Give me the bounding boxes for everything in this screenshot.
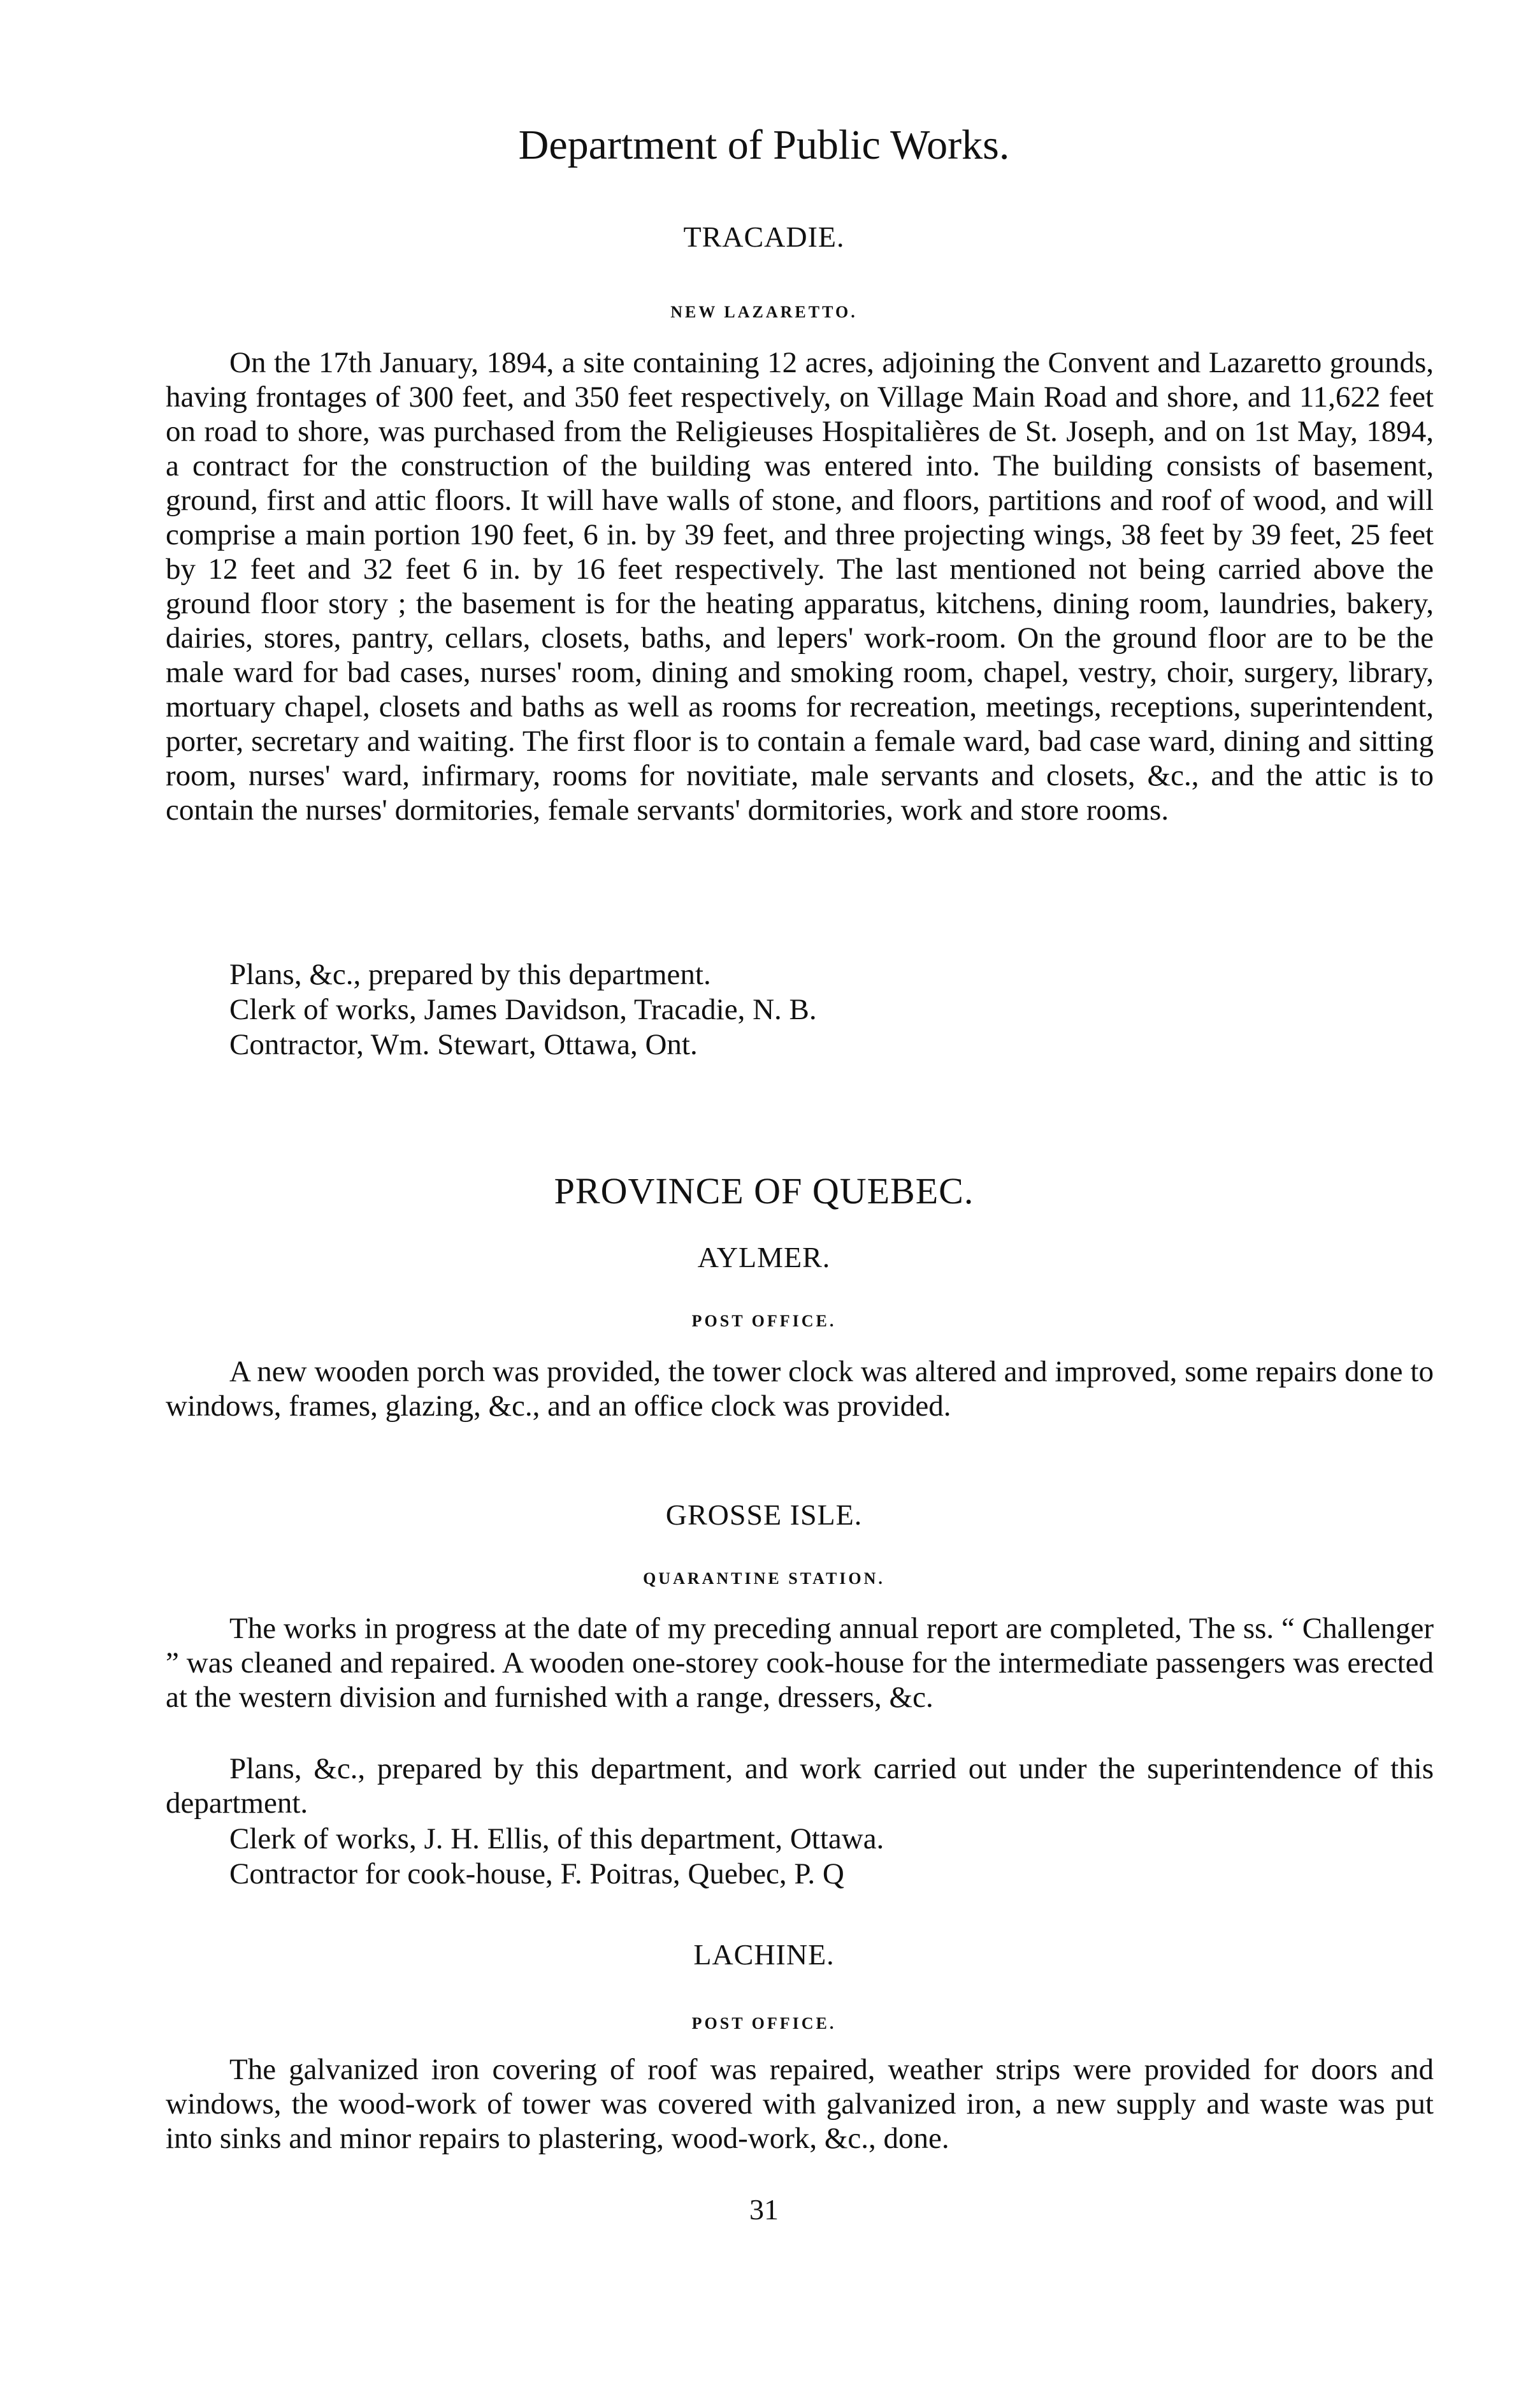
contractor-line-tracadie: Contractor, Wm. Stewart, Ottawa, Ont. bbox=[229, 1028, 698, 1061]
subheading-new-lazaretto: NEW LAZARETTO. bbox=[670, 303, 858, 321]
section-heading-grosse-isle: GROSSE ISLE. bbox=[665, 1498, 863, 1531]
section-heading-lachine: LACHINE. bbox=[693, 1938, 835, 1971]
section-heading-aylmer: AYLMER. bbox=[697, 1241, 831, 1273]
page-number: 31 bbox=[749, 2193, 779, 2226]
subheading-post-office-aylmer: POST OFFICE. bbox=[691, 1312, 837, 1330]
subheading-post-office-lachine: POST OFFICE. bbox=[691, 2014, 837, 2033]
province-heading: PROVINCE OF QUEBEC. bbox=[554, 1170, 974, 1212]
plans-line-grosse-isle: Plans, &c., prepared by this department, and work carried out under the superintendence of this department. bbox=[166, 1752, 1434, 1820]
paragraph-lachine: The galvanized iron covering of roof was repaired, weather strips were provided for doors and windows, the wood-work of tower was covered with galvanized iron, a new supply and waste was put into sinks and minor repairs to plastering, wood-work, &c., done. bbox=[166, 2053, 1434, 2155]
paragraph-grosse-isle: The works in progress at the date of my preceding annual report are completed, The ss. “ Challenger ” was cleaned and repaired. A wooden one-storey cook-house for the intermediate passengers was erected at the western division and furnished with a range, dressers, &c. bbox=[166, 1612, 1434, 1714]
plans-line-tracadie: Plans, &c., prepared by this department. bbox=[229, 958, 711, 991]
page-header: Department of Public Works. bbox=[518, 122, 1010, 168]
contractor-line-grosse-isle: Contractor for cook-house, F. Poitras, Quebec, P. Q bbox=[229, 1857, 844, 1890]
subheading-quarantine-station: QUARANTINE STATION. bbox=[643, 1569, 885, 1588]
paragraph-tracadie: On the 17th January, 1894, a site containing 12 acres, adjoining the Convent and Lazaretto grounds, having frontages of 300 feet, and 350 feet respectively, on Village Main Road and shore, and 11,622 feet on road to shore, was purchased from the Religieuses Hospitalières de St. Joseph, and on 1st May, 1894, a contract for the construction of the building was entered into. The building consists of basement, ground, first and attic floors. It will have walls of stone, and floors, partitions and roof of wood, and will comprise a main portion 190 feet, 6 in. by 39 feet, and three projecting wings, 38 feet by 39 feet, 25 feet by 12 feet and 32 feet 6 in. by 16 feet respectively. The last mentioned not being carried above the ground floor story ; the basement is for the heating apparatus, kitchens, dining room, laundries, bakery, dairies, stores, pantry, cellars, closets, baths, and lepers' work-room. On the ground floor are to be the male ward for bad cases, nurses' room, dining and smoking room, chapel, vestry, choir, surgery, library, mortuary chapel, closets and baths as well as rooms for recreation, meetings, receptions, superintendent, porter, secretary and waiting. The first floor is to contain a female ward, bad case ward, dining and sitting room, nurses' ward, infirmary, rooms for novitiate, male servants and closets, &c., and the attic is to contain the nurses' dormitories, female servants' dormitories, work and store rooms. bbox=[166, 346, 1434, 827]
clerk-line-tracadie: Clerk of works, James Davidson, Tracadie, N. B. bbox=[229, 993, 817, 1026]
clerk-line-grosse-isle: Clerk of works, J. H. Ellis, of this department, Ottawa. bbox=[229, 1822, 884, 1855]
paragraph-aylmer: A new wooden porch was provided, the tower clock was altered and improved, some repairs done to windows, frames, glazing, &c., and an office clock was provided. bbox=[166, 1355, 1434, 1423]
section-heading-tracadie: TRACADIE. bbox=[683, 221, 845, 253]
